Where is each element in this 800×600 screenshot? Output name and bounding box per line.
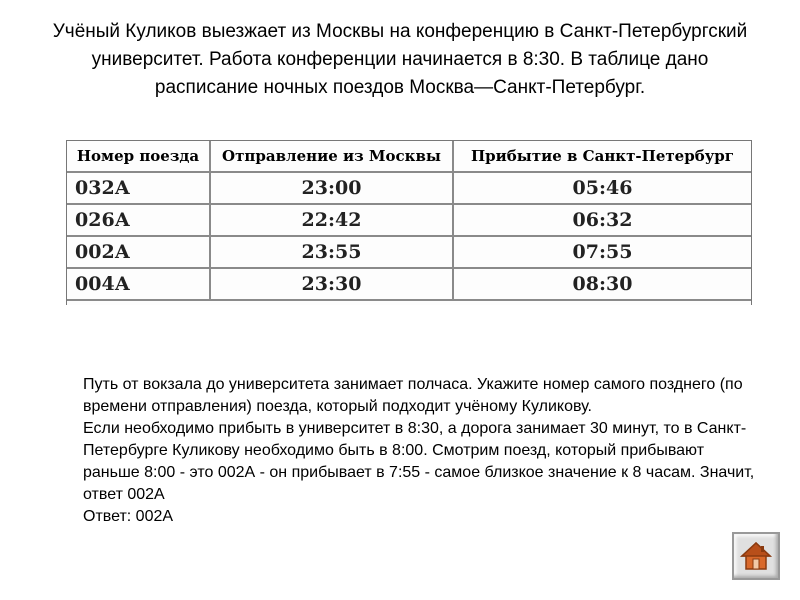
header-departure: Отправление из Москвы <box>210 141 453 172</box>
header-arrival: Прибытие в Санкт-Петербург <box>453 141 751 172</box>
home-icon <box>740 540 772 572</box>
solution-text: Путь от вокзала до университета занимает полчаса. Укажите номер самого позднего (по времени отправления) поезда, который подходит учёному Куликову. Если необходимо прибыть в университет в 8:30, а дорога занимает 30 минут, то в Санкт-Петербурге Куликову необходимо быть в 8:00. Смотрим поезд, который прибывают раньше 8:00 - это 002А - он прибывает в 7:55 - самое близкое значение к 8 часам. Значит, ответ 002А Ответ: 002А <box>83 376 755 525</box>
train-number-cell: 026А <box>67 204 210 236</box>
header-train-number: Номер поезда <box>67 141 210 172</box>
departure-cell: 22:42 <box>210 204 453 236</box>
train-number-cell: 004А <box>67 268 210 300</box>
table-row <box>67 268 751 300</box>
train-number-cell: 002А <box>67 236 210 268</box>
table-row <box>67 204 751 236</box>
problem-title: Учёный Куликов выезжает из Москвы на конференцию в Санкт-Петербургский университет. Работа конференции начинается в 8:30. В таблице дано расписание ночных поездов Москва—Санкт-Петербург. <box>52 21 748 98</box>
train-number-cell: 032А <box>67 172 210 204</box>
arrival-cell: 08:30 <box>453 268 751 300</box>
arrival-cell: 06:32 <box>453 204 751 236</box>
train-schedule-table <box>66 140 752 305</box>
departure-cell: 23:00 <box>210 172 453 204</box>
arrival-cell: 05:46 <box>453 172 751 204</box>
table-row <box>67 172 751 204</box>
arrival-cell: 07:55 <box>453 236 751 268</box>
departure-cell: 23:55 <box>210 236 453 268</box>
home-button[interactable] <box>732 532 780 580</box>
table-row <box>67 236 751 268</box>
table-header-row <box>67 141 751 172</box>
departure-cell: 23:30 <box>210 268 453 300</box>
